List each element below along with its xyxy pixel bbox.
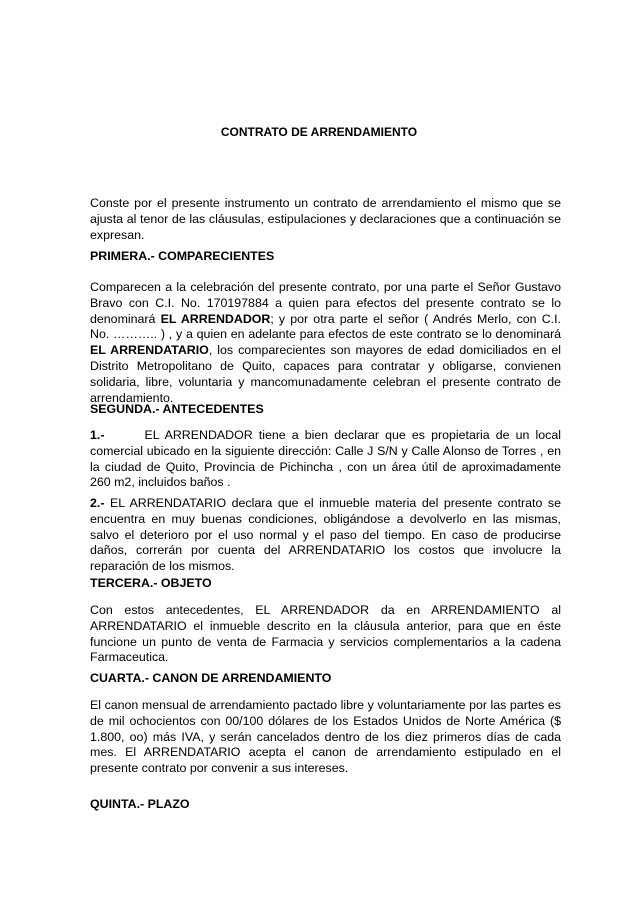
clause-cuarta-heading: CUARTA.- CANON DE ARRENDAMIENTO [90, 671, 332, 685]
clause-primera-heading: PRIMERA.- COMPARECIENTES [90, 249, 275, 263]
clause-quinta-heading: QUINTA.- PLAZO [90, 797, 190, 811]
antecedente-2-text: EL ARRENDATARIO declara que el inmueble materia del presente contrato se encuentra en muy buenas condiciones, obligándose a devolverlo en las mismas, salvo el deterioro por el uso normal y el paso del tiempo. En caso de producirse daños, correrán por cuenta del ARRENDATARIO los costos que involucre la reparación de los mismos. [90, 496, 561, 574]
arrendatario-term: EL ARRENDATARIO [90, 343, 209, 358]
primera-text-part2: ; y por otra parte el señor ( Andrés Merlo, con C.I. No. ……….. ) , y a quien en adelante para efectos de este contrato se lo denominará [90, 311, 561, 342]
intro-paragraph: Conste por el presente instrumento un contrato de arrendamiento el mismo que se ajusta al tenor de las cláusulas, estipulaciones y declaraciones que a continuación se expresan. [90, 196, 561, 242]
clause-segunda-heading: SEGUNDA.- ANTECEDENTES [90, 402, 264, 416]
clause-primera-text [90, 280, 561, 406]
document-title: CONTRATO DE ARRENDAMIENTO [220, 125, 418, 139]
clause-tercera-heading: TERCERA.- OBJETO [90, 576, 212, 590]
antecedente-2-number: 2.- [90, 496, 105, 510]
clause-tercera-text: Con estos antecedentes, EL ARRENDADOR da en ARRENDAMIENTO al ARRENDATARIO el inmueble descrito en la cláusula anterior, para que en éste funcione un punto de venta de Farmacia y servicios complementarios a la cadena Farmaceutica. [90, 603, 561, 665]
primera-text-part1: Comparecen a la celebración del presente contrato, por una parte el Señor Gustavo Bravo con C.I. No. 170197884 a quien para efectos del presente contrato se lo denominará [90, 280, 561, 326]
clause-cuarta-text: El canon mensual de arrendamiento pactado libre y voluntariamente por las partes es de mil ochocientos con 00/100 dólares de los Estados Unidos de Norte América ($ 1.800, oo) más IVA, y serán cancelados dentro de los diez primeros días de cada mes. El ARRENDATARIO acepta el canon de arrendamiento estipulado en el presente contrato por convenir a sus intereses. [90, 698, 561, 776]
antecedente-2 [90, 496, 561, 575]
primera-text-part3: , los comparecientes son mayores de edad domiciliados en el Distrito Metropolitano de Quito, capaces para contratar y obligarse, convienen solidaria, libre, voluntaria y mancomunadamente celebran el presente contrato de arrendamiento. [90, 343, 562, 405]
antecedente-1-text: EL ARRENDADOR tiene a bien declarar que es propietaria de un local comercial ubicado en la siguiente dirección: Calle J S/N y Calle Alonso de Torres , en la ciudad de Quito, Provincia de Pichincha , con un área útil de aproximadamente 260 m2, incluidos baños . [90, 428, 561, 490]
antecedente-1 [90, 428, 561, 491]
arrendador-term: EL ARRENDADOR [160, 311, 271, 326]
antecedente-1-number: 1.- [90, 428, 105, 442]
